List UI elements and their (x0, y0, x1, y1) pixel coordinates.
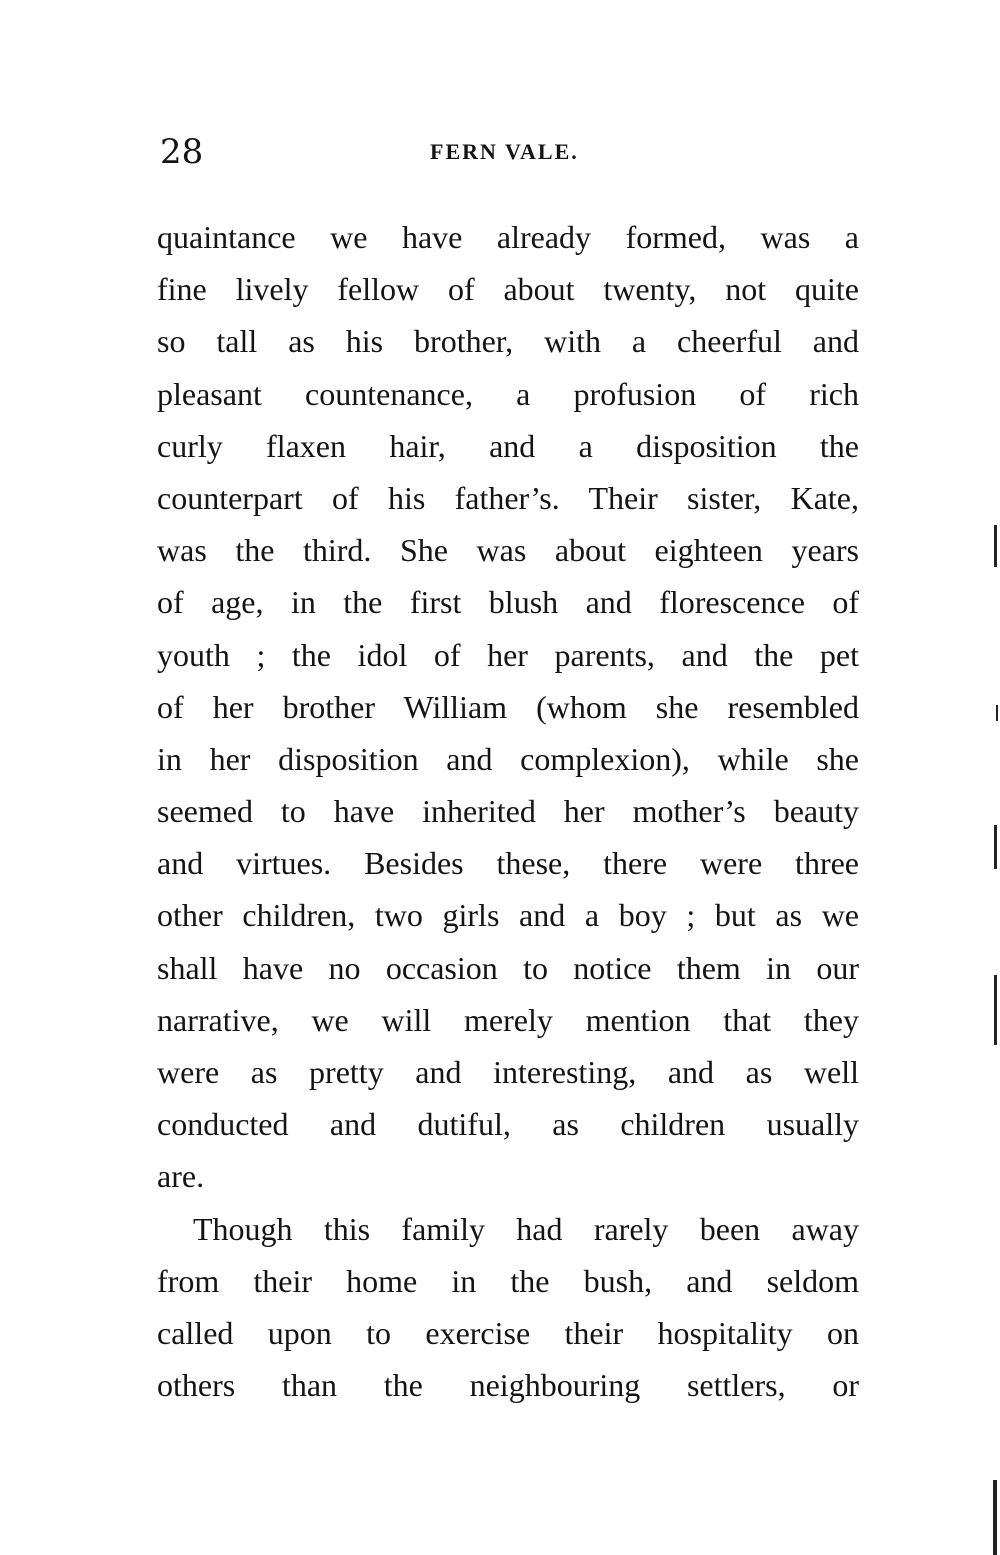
body-text (157, 211, 859, 1411)
scan-artifact-mark (994, 825, 997, 869)
text-line: of age, in the first blush and florescence of (157, 584, 859, 621)
text-line: called upon to exercise their hospitality on (157, 1314, 859, 1351)
paragraph-1 (157, 211, 859, 1203)
text-line: and virtues. Besides these, there were three (157, 845, 859, 882)
text-line: are. (157, 1158, 205, 1195)
text-line: in her disposition and complexion), while she (157, 740, 859, 777)
text-line: counterpart of his father’s. Their sister, Kate, (157, 479, 859, 516)
running-title: FERN VALE. (430, 139, 579, 164)
text-line: shall have no occasion to notice them in our (157, 949, 859, 986)
text-line: youth ; the idol of her parents, and the pet (157, 636, 859, 673)
text-line: quaintance we have already formed, was a (157, 219, 859, 255)
paragraph-2 (157, 1203, 859, 1412)
text-line: fine lively fellow of about twenty, not quite (157, 271, 859, 308)
text-line: was the third. She was about eighteen years (157, 532, 859, 569)
scan-artifact-mark (994, 525, 997, 567)
text-line: seemed to have inherited her mother’s beauty (157, 793, 859, 830)
text-line: Though this family had rarely been away (193, 1210, 859, 1247)
text-line: from their home in the bush, and seldom (157, 1262, 859, 1299)
scan-artifact-mark (996, 705, 998, 721)
text-line: were as pretty and interesting, and as well (157, 1054, 859, 1090)
text-line: conducted and dutiful, as children usually (157, 1106, 859, 1143)
text-line: narrative, we will merely mention that they (157, 1001, 859, 1038)
text-line: other children, two girls and a boy ; but as we (157, 897, 859, 934)
page-number: 28 (160, 132, 204, 172)
text-line: curly flaxen hair, and a disposition the (157, 427, 859, 464)
text-line: pleasant countenance, a profusion of rich (157, 375, 859, 412)
text-line: of her brother William (whom she resembled (157, 688, 859, 725)
page-header (160, 128, 860, 176)
text-line: others than the neighbouring settlers, or (157, 1367, 859, 1404)
scan-artifact-mark (993, 1480, 997, 1555)
scan-artifact-mark (994, 975, 997, 1045)
text-line: so tall as his brother, with a cheerful and (157, 323, 859, 360)
